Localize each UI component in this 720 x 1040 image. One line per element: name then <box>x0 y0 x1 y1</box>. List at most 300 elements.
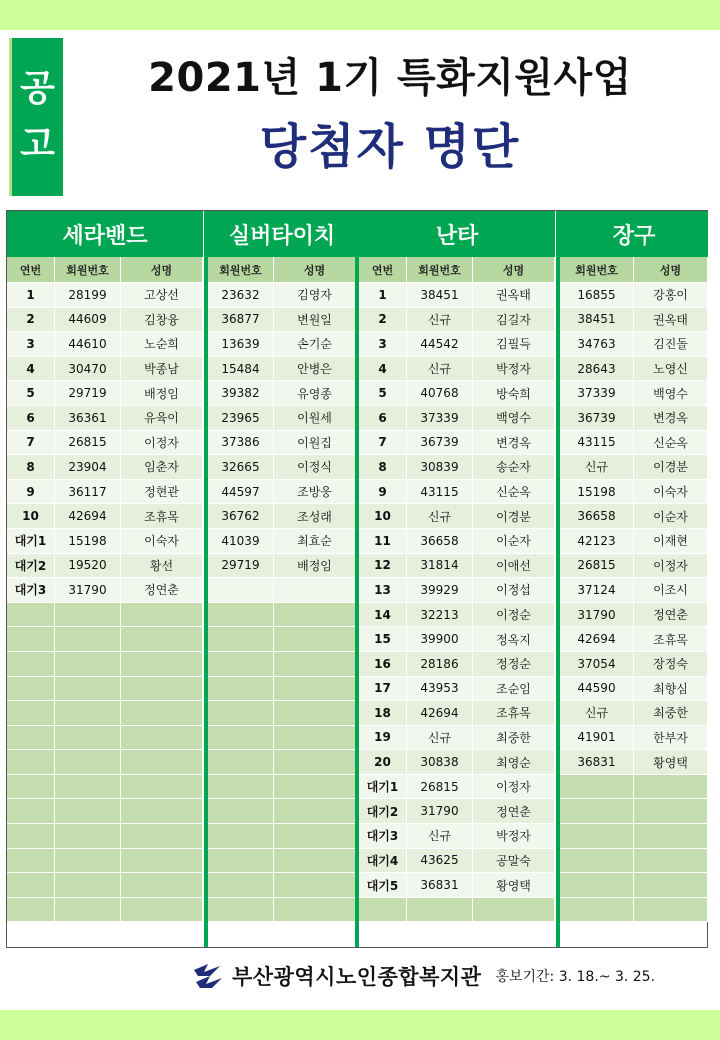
table-cell: 노순희 <box>121 332 203 357</box>
table-cell: 조휴목 <box>121 504 203 529</box>
table-cell: 32665 <box>208 455 274 480</box>
table-cell: 방숙희 <box>473 381 555 406</box>
empty-row <box>208 898 356 923</box>
table-cell: 7 <box>359 431 407 456</box>
table-cell: 11 <box>359 529 407 554</box>
column-header-row <box>560 257 708 283</box>
bottom-band <box>0 1010 720 1040</box>
table-cell: 41901 <box>560 726 634 751</box>
table-row <box>7 431 203 456</box>
empty-row <box>208 726 356 751</box>
table-cell: 공말숙 <box>473 849 555 874</box>
empty-cell <box>121 824 203 849</box>
empty-cell <box>7 750 55 775</box>
empty-cell <box>121 701 203 726</box>
table-row <box>560 652 708 677</box>
empty-cell <box>208 750 274 775</box>
table-cell: 9 <box>359 480 407 505</box>
table-cell: 김진돌 <box>634 332 708 357</box>
table-cell: 박정자 <box>473 357 555 382</box>
empty-cell <box>121 898 203 923</box>
table-row <box>208 578 356 603</box>
table-row <box>359 381 555 406</box>
empty-row <box>208 701 356 726</box>
column-header: 회원번호 <box>208 257 274 283</box>
table-row <box>7 406 203 431</box>
table-row <box>560 357 708 382</box>
empty-cell <box>274 726 356 751</box>
table-cell: 29719 <box>55 381 121 406</box>
empty-row <box>7 873 203 898</box>
table-cell: 유육이 <box>121 406 203 431</box>
table-row <box>208 504 356 529</box>
table-cell: 대기3 <box>7 578 55 603</box>
empty-cell <box>55 849 121 874</box>
table-cell: 이정자 <box>473 775 555 800</box>
table-cell: 37386 <box>208 431 274 456</box>
empty-row <box>359 898 555 923</box>
table-row <box>359 504 555 529</box>
table-cell: 12 <box>359 554 407 579</box>
table-cell: 송순자 <box>473 455 555 480</box>
empty-cell <box>359 898 407 923</box>
empty-row <box>7 726 203 751</box>
table-row <box>560 554 708 579</box>
empty-cell <box>274 775 356 800</box>
table-cell: 노영신 <box>634 357 708 382</box>
table-cell: 임춘자 <box>121 455 203 480</box>
empty-row <box>208 652 356 677</box>
table-row <box>7 283 203 308</box>
table-cell: 36658 <box>407 529 473 554</box>
empty-cell <box>55 775 121 800</box>
table-row <box>359 603 555 628</box>
table-cell: 23904 <box>55 455 121 480</box>
table-cell: 조휴목 <box>473 701 555 726</box>
table-cell: 13 <box>359 578 407 603</box>
table-row <box>7 480 203 505</box>
table-cell <box>274 578 356 603</box>
table-cell: 안병은 <box>274 357 356 382</box>
table-cell: 배정임 <box>274 554 356 579</box>
table-cell: 이경분 <box>473 504 555 529</box>
table-row <box>359 873 555 898</box>
table-row <box>560 504 708 529</box>
table-cell: 조성래 <box>274 504 356 529</box>
table-cell: 6 <box>359 406 407 431</box>
empty-row <box>7 677 203 702</box>
table-cell: 신규 <box>407 357 473 382</box>
empty-cell <box>274 627 356 652</box>
table-cell: 신규 <box>407 308 473 333</box>
table-cell: 조방웅 <box>274 480 356 505</box>
empty-cell <box>208 627 274 652</box>
empty-cell <box>55 701 121 726</box>
table-cell: 대기3 <box>359 824 407 849</box>
table-row <box>359 431 555 456</box>
empty-cell <box>634 898 708 923</box>
empty-row <box>7 775 203 800</box>
table-cell: 14 <box>359 603 407 628</box>
table-row <box>560 701 708 726</box>
table-row <box>359 529 555 554</box>
table-cell: 이순자 <box>473 529 555 554</box>
empty-cell <box>7 824 55 849</box>
table-cell: 4 <box>7 357 55 382</box>
table-cell: 조순임 <box>473 677 555 702</box>
section-divider <box>355 211 359 947</box>
empty-cell <box>7 849 55 874</box>
table-row <box>359 627 555 652</box>
table-cell: 31790 <box>560 603 634 628</box>
column-header: 연번 <box>359 257 407 283</box>
table-cell: 김영자 <box>274 283 356 308</box>
organization-logo-icon <box>190 960 226 992</box>
table-cell: 변경옥 <box>473 431 555 456</box>
table-cell: 대기5 <box>359 873 407 898</box>
table-cell: 30470 <box>55 357 121 382</box>
empty-cell <box>7 677 55 702</box>
empty-cell <box>121 652 203 677</box>
empty-row <box>7 652 203 677</box>
table-cell: 이원세 <box>274 406 356 431</box>
empty-cell <box>274 750 356 775</box>
empty-row <box>7 849 203 874</box>
top-band <box>0 0 720 30</box>
table-row <box>560 603 708 628</box>
table-row <box>359 357 555 382</box>
table-row <box>7 529 203 554</box>
empty-cell <box>7 799 55 824</box>
table-cell: 이경분 <box>634 455 708 480</box>
table-cell: 8 <box>7 455 55 480</box>
empty-cell <box>55 603 121 628</box>
table-cell: 이숙자 <box>634 480 708 505</box>
table-cell: 36739 <box>407 431 473 456</box>
table-cell: 31790 <box>407 799 473 824</box>
empty-cell <box>274 701 356 726</box>
table-cell: 한부자 <box>634 726 708 751</box>
table-cell: 권옥태 <box>634 308 708 333</box>
notice-char-1: 공 <box>20 68 55 109</box>
notice-label <box>9 38 63 196</box>
empty-cell <box>121 750 203 775</box>
table-row <box>208 381 356 406</box>
table-row <box>560 406 708 431</box>
empty-row <box>208 775 356 800</box>
empty-cell <box>55 627 121 652</box>
table-cell: 30839 <box>407 455 473 480</box>
table-cell: 백영수 <box>634 381 708 406</box>
section-title: 세라밴드 <box>7 211 203 257</box>
table-cell: 37339 <box>560 381 634 406</box>
table-cell: 19520 <box>55 554 121 579</box>
table-cell: 최영순 <box>473 750 555 775</box>
table-row <box>208 554 356 579</box>
empty-cell <box>55 726 121 751</box>
table-cell: 9 <box>7 480 55 505</box>
table-cell: 44609 <box>55 308 121 333</box>
section-4 <box>560 211 708 947</box>
section-title: 장구 <box>560 211 708 257</box>
table-cell: 1 <box>359 283 407 308</box>
table-row <box>7 357 203 382</box>
table-cell: 44597 <box>208 480 274 505</box>
table-cell: 26815 <box>55 431 121 456</box>
table-row <box>208 332 356 357</box>
empty-row <box>560 849 708 874</box>
table-cell: 38451 <box>407 283 473 308</box>
table-cell: 이정식 <box>274 455 356 480</box>
table-cell: 손기순 <box>274 332 356 357</box>
table-cell: 이정자 <box>634 554 708 579</box>
table-cell: 37339 <box>407 406 473 431</box>
table-cell: 13639 <box>208 332 274 357</box>
empty-cell <box>208 824 274 849</box>
empty-cell <box>121 726 203 751</box>
empty-row <box>208 627 356 652</box>
table-row <box>560 381 708 406</box>
empty-cell <box>274 799 356 824</box>
table-cell: 이순자 <box>634 504 708 529</box>
table-cell: 29719 <box>208 554 274 579</box>
table-cell: 19 <box>359 726 407 751</box>
column-header: 성명 <box>473 257 555 283</box>
table-cell: 신순옥 <box>473 480 555 505</box>
notice-char-2: 고 <box>20 124 55 165</box>
table-cell: 대기2 <box>7 554 55 579</box>
empty-cell <box>274 873 356 898</box>
promotion-period: 홍보기간: 3. 18.~ 3. 25. <box>495 969 656 985</box>
table-cell: 신순옥 <box>634 431 708 456</box>
empty-cell <box>7 627 55 652</box>
column-header: 성명 <box>274 257 356 283</box>
empty-row <box>208 824 356 849</box>
table-cell: 36762 <box>208 504 274 529</box>
empty-cell <box>560 849 634 874</box>
empty-cell <box>55 824 121 849</box>
table-cell: 2 <box>7 308 55 333</box>
empty-cell <box>407 898 473 923</box>
table-cell <box>208 578 274 603</box>
table-cell: 정정순 <box>473 652 555 677</box>
column-header-row <box>7 257 203 283</box>
table-cell: 42694 <box>55 504 121 529</box>
table-cell: 36739 <box>560 406 634 431</box>
section-divider <box>204 211 208 947</box>
table-cell: 유영종 <box>274 381 356 406</box>
empty-cell <box>634 799 708 824</box>
empty-cell <box>208 652 274 677</box>
table-cell: 36831 <box>407 873 473 898</box>
empty-row <box>7 799 203 824</box>
winners-table <box>6 210 708 948</box>
table-cell: 15198 <box>55 529 121 554</box>
table-cell: 32213 <box>407 603 473 628</box>
empty-cell <box>274 652 356 677</box>
table-cell: 대기2 <box>359 799 407 824</box>
table-cell: 36658 <box>560 504 634 529</box>
empty-cell <box>560 799 634 824</box>
empty-row <box>208 873 356 898</box>
table-cell: 대기1 <box>7 529 55 554</box>
table-cell: 36831 <box>560 750 634 775</box>
table-cell: 6 <box>7 406 55 431</box>
table-row <box>359 578 555 603</box>
empty-cell <box>634 849 708 874</box>
table-row <box>7 308 203 333</box>
table-row <box>359 824 555 849</box>
section-3 <box>359 211 555 947</box>
table-cell: 3 <box>7 332 55 357</box>
table-cell: 최효순 <box>274 529 356 554</box>
table-row <box>7 455 203 480</box>
empty-cell <box>121 677 203 702</box>
table-row <box>359 406 555 431</box>
table-row <box>7 578 203 603</box>
title-line-1: 2021년 1기 특화지원사업 <box>148 55 632 101</box>
table-row <box>359 849 555 874</box>
table-cell: 박종남 <box>121 357 203 382</box>
table-cell: 변경옥 <box>634 406 708 431</box>
table-row <box>560 332 708 357</box>
empty-cell <box>121 799 203 824</box>
empty-row <box>7 603 203 628</box>
table-cell: 정연춘 <box>473 799 555 824</box>
column-header: 회원번호 <box>55 257 121 283</box>
empty-cell <box>208 701 274 726</box>
table-row <box>359 308 555 333</box>
table-row <box>359 652 555 677</box>
table-cell: 44542 <box>407 332 473 357</box>
empty-cell <box>560 824 634 849</box>
table-cell: 5 <box>359 381 407 406</box>
empty-row <box>7 750 203 775</box>
table-row <box>208 431 356 456</box>
table-row <box>560 750 708 775</box>
table-cell: 41039 <box>208 529 274 554</box>
table-cell: 16 <box>359 652 407 677</box>
table-row <box>208 455 356 480</box>
empty-row <box>208 603 356 628</box>
empty-row <box>208 677 356 702</box>
table-cell: 배정임 <box>121 381 203 406</box>
table-row <box>208 283 356 308</box>
table-cell: 정현관 <box>121 480 203 505</box>
table-row <box>560 677 708 702</box>
empty-row <box>208 799 356 824</box>
table-row <box>7 554 203 579</box>
table-row <box>7 332 203 357</box>
empty-cell <box>274 849 356 874</box>
table-row <box>359 455 555 480</box>
section-title: 난타 <box>359 211 555 257</box>
table-cell: 신규 <box>407 504 473 529</box>
empty-row <box>7 824 203 849</box>
title-line-2: 당첨자 명단 <box>259 119 521 175</box>
table-cell: 43115 <box>560 431 634 456</box>
table-cell: 8 <box>359 455 407 480</box>
table-cell: 37054 <box>560 652 634 677</box>
table-row <box>208 480 356 505</box>
table-cell: 대기1 <box>359 775 407 800</box>
column-header: 회원번호 <box>407 257 473 283</box>
table-cell: 34763 <box>560 332 634 357</box>
table-cell: 26815 <box>560 554 634 579</box>
empty-cell <box>7 873 55 898</box>
empty-cell <box>208 849 274 874</box>
table-cell: 5 <box>7 381 55 406</box>
table-cell: 42694 <box>407 701 473 726</box>
column-header: 회원번호 <box>560 257 634 283</box>
table-cell: 3 <box>359 332 407 357</box>
table-cell: 10 <box>7 504 55 529</box>
table-cell: 17 <box>359 677 407 702</box>
table-row <box>359 726 555 751</box>
empty-cell <box>560 898 634 923</box>
table-cell: 23632 <box>208 283 274 308</box>
table-cell: 15198 <box>560 480 634 505</box>
table-cell: 28643 <box>560 357 634 382</box>
table-cell: 조휴목 <box>634 627 708 652</box>
empty-row <box>560 873 708 898</box>
table-row <box>359 775 555 800</box>
table-cell: 20 <box>359 750 407 775</box>
table-cell: 김창융 <box>121 308 203 333</box>
table-cell: 43625 <box>407 849 473 874</box>
table-cell: 31790 <box>55 578 121 603</box>
table-cell: 36117 <box>55 480 121 505</box>
column-header: 성명 <box>121 257 203 283</box>
table-cell: 박정자 <box>473 824 555 849</box>
empty-cell <box>274 824 356 849</box>
section-2 <box>208 211 356 947</box>
table-cell: 정연춘 <box>121 578 203 603</box>
table-cell: 44590 <box>560 677 634 702</box>
table-cell: 최향심 <box>634 677 708 702</box>
table-cell: 10 <box>359 504 407 529</box>
table-cell: 7 <box>7 431 55 456</box>
empty-cell <box>634 775 708 800</box>
table-cell: 44610 <box>55 332 121 357</box>
table-cell: 이원집 <box>274 431 356 456</box>
empty-cell <box>274 898 356 923</box>
table-row <box>560 627 708 652</box>
table-cell: 백영수 <box>473 406 555 431</box>
table-row <box>359 677 555 702</box>
table-row <box>359 332 555 357</box>
table-cell: 42123 <box>560 529 634 554</box>
table-cell: 42694 <box>560 627 634 652</box>
table-cell: 39382 <box>208 381 274 406</box>
table-row <box>560 431 708 456</box>
table-cell: 2 <box>359 308 407 333</box>
section-title: 실버타이치 <box>208 211 356 257</box>
table-cell: 최중한 <box>634 701 708 726</box>
table-cell: 변원일 <box>274 308 356 333</box>
table-cell: 강홍이 <box>634 283 708 308</box>
table-cell: 정연춘 <box>634 603 708 628</box>
table-cell: 4 <box>359 357 407 382</box>
empty-row <box>560 799 708 824</box>
table-cell: 이애선 <box>473 554 555 579</box>
table-row <box>560 455 708 480</box>
table-cell: 36361 <box>55 406 121 431</box>
table-cell: 16855 <box>560 283 634 308</box>
table-cell: 신규 <box>407 726 473 751</box>
column-header: 성명 <box>634 257 708 283</box>
table-cell: 신규 <box>560 455 634 480</box>
